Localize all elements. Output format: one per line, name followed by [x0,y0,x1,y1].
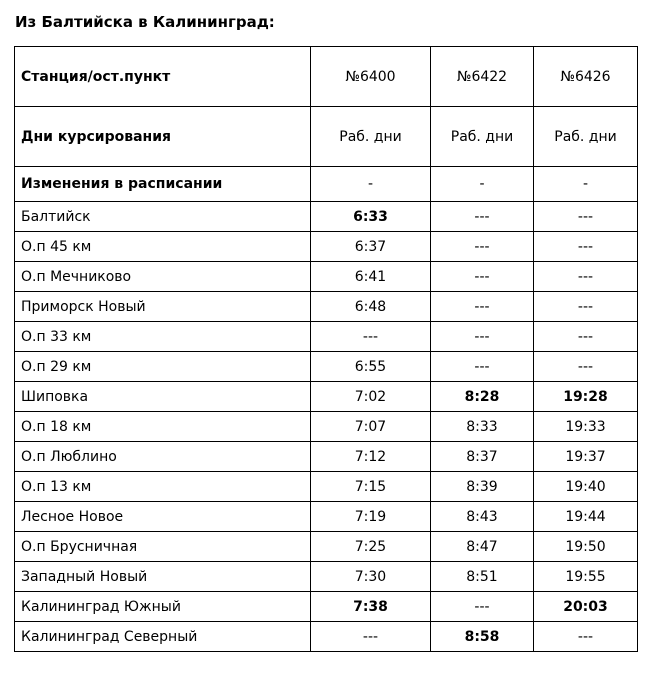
header-train-number: №6426 [534,47,638,107]
table-row [15,202,638,232]
arrival-time: 7:07 [311,412,431,442]
arrival-time: 7:12 [311,442,431,472]
station-name: О.п Люблино [15,442,311,472]
station-name: Шиповка [15,382,311,412]
arrival-time: 19:40 [534,472,638,502]
table-row [15,532,638,562]
arrival-time: 8:28 [431,382,534,412]
table-row [15,592,638,622]
station-name: Калининград Северный [15,622,311,652]
arrival-time: 6:41 [311,262,431,292]
table-row [15,322,638,352]
table-row [15,382,638,412]
table-row [15,412,638,442]
arrival-time: 8:33 [431,412,534,442]
schedule-body [15,47,638,652]
station-name: Лесное Новое [15,502,311,532]
arrival-time: --- [431,202,534,232]
arrival-time: 19:50 [534,532,638,562]
arrival-time: 8:37 [431,442,534,472]
arrival-time: 6:33 [311,202,431,232]
page-title: Из Балтийска в Калининград: [15,13,275,31]
header-row-days [15,107,638,167]
table-row [15,442,638,472]
header-days-value: Раб. дни [431,107,534,167]
station-name: О.п 45 км [15,232,311,262]
arrival-time: --- [534,232,638,262]
station-name: О.п 18 км [15,412,311,442]
station-name: Балтийск [15,202,311,232]
header-changes-value: - [431,167,534,202]
header-station-label: Станция/ост.пункт [15,47,311,107]
arrival-time: --- [431,592,534,622]
station-name: Приморск Новый [15,292,311,322]
arrival-time: --- [534,202,638,232]
header-train-number: №6400 [311,47,431,107]
arrival-time: 20:03 [534,592,638,622]
arrival-time: 7:15 [311,472,431,502]
arrival-time: 19:37 [534,442,638,472]
arrival-time: 6:55 [311,352,431,382]
arrival-time: 19:44 [534,502,638,532]
station-name: О.п Брусничная [15,532,311,562]
arrival-time: 8:39 [431,472,534,502]
header-days-label: Дни курсирования [15,107,311,167]
arrival-time: 19:55 [534,562,638,592]
header-row-station [15,47,638,107]
arrival-time: 19:33 [534,412,638,442]
header-train-number: №6422 [431,47,534,107]
header-changes-value: - [534,167,638,202]
table-row [15,622,638,652]
arrival-time: 7:25 [311,532,431,562]
arrival-time: --- [534,622,638,652]
station-name: Калининград Южный [15,592,311,622]
table-row [15,232,638,262]
arrival-time: --- [534,352,638,382]
arrival-time: 19:28 [534,382,638,412]
station-name: О.п 29 км [15,352,311,382]
arrival-time: --- [311,622,431,652]
station-name: О.п 33 км [15,322,311,352]
header-row-changes [15,167,638,202]
arrival-time: --- [431,322,534,352]
header-changes-value: - [311,167,431,202]
arrival-time: --- [431,352,534,382]
arrival-time: --- [534,322,638,352]
arrival-time: 8:47 [431,532,534,562]
station-name: Западный Новый [15,562,311,592]
arrival-time: --- [534,292,638,322]
arrival-time: 7:02 [311,382,431,412]
station-name: О.п 13 км [15,472,311,502]
station-name: О.п Мечниково [15,262,311,292]
table-row [15,472,638,502]
header-days-value: Раб. дни [534,107,638,167]
arrival-time: 6:48 [311,292,431,322]
arrival-time: 8:51 [431,562,534,592]
table-row [15,562,638,592]
arrival-time: --- [311,322,431,352]
arrival-time: 7:19 [311,502,431,532]
arrival-time: 8:43 [431,502,534,532]
header-days-value: Раб. дни [311,107,431,167]
arrival-time: 7:30 [311,562,431,592]
header-changes-label: Изменения в расписании [15,167,311,202]
arrival-time: --- [431,232,534,262]
arrival-time: --- [431,292,534,322]
arrival-time: --- [431,262,534,292]
table-row [15,352,638,382]
schedule-table [14,46,638,652]
arrival-time: --- [534,262,638,292]
table-row [15,502,638,532]
arrival-time: 8:58 [431,622,534,652]
table-row [15,262,638,292]
arrival-time: 6:37 [311,232,431,262]
arrival-time: 7:38 [311,592,431,622]
table-row [15,292,638,322]
